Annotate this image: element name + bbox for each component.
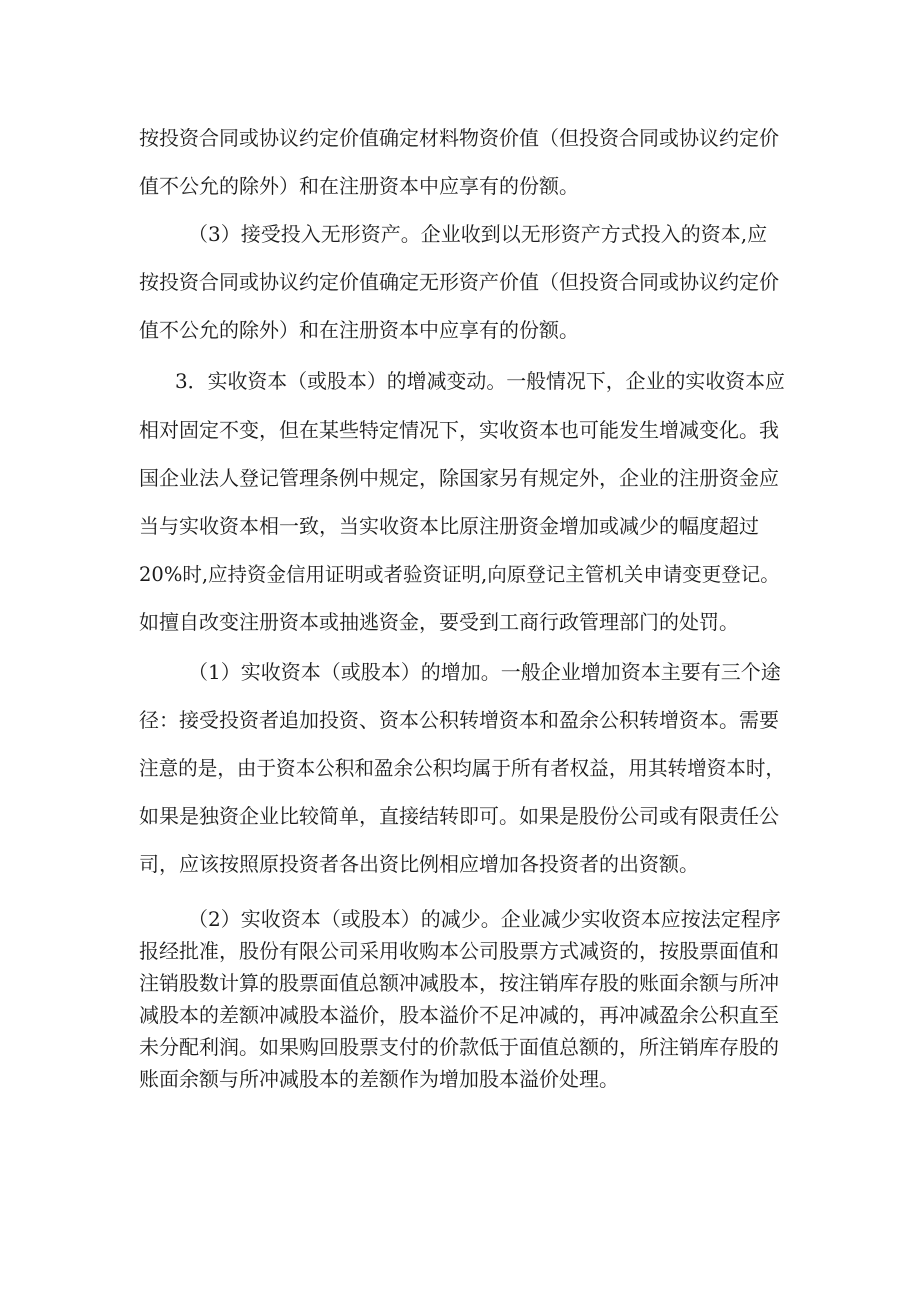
document-page: 按投资合同或协议约定价值确定材料物资价值（但投资合同或协议约定价 值不公允的除外）和在注册资本中应享有的份额。 （3）接受投入无形资产。企业收到以无形资产方式投入的资本,应 按投资合同或协议约定价值确定无形资产价值（但投资合同或协议约定价 值不公允的除外）和在注册资本中应享有的份额。 3．实收资本（或股本）的增减变动。一般情况下，企业的实收资本应 相对固定不变，但在某些特定情况下，实收资本也可能发生增减变化。我 国企业法人登记管理条例中规定，除国家另有规定外，企业的注册资金应 当与实收资本相一致，当实收资本比原注册资金增加或减少的幅度超过 20%时,应持资金信用证明或者验资证明,向原登记主管机关申请变更登记。 如擅自改变注册资本或抽逃资金，要受到工商行政管理部门的处罚。 （1）实收资本（或股本）的增加。一般企业增加资本主要有三个途 径：接受投资者追加投资、资本公积转增资本和盈余公积转增资本。需要 注意的是，由于资本公积和盈余公积均属于所有者权益，用其转增资本时， 如果是独资企业比较简单，直接结转即可。如果是股份公司或有限责任公 司，应该按照原投资者各出资比例相应增加各投资者的出资额。 （2）实收资本（或股本）的减少。企业减少实收资本应按法定程序 报经批准，股份有限公司采用收购本公司股票方式减资的，按股票面值和 注销股数计算的股票面值总额冲减股本，按注销库存股的账面余额与所冲 减股本的差额冲减股本溢价，股本溢价不足冲减的，再冲减盈余公积直至 未分配利润。如果购回股票支付的价款低于面值总额的，所注销库存股的 账面余额与所冲减股本的差额作为增加股本溢价处理。 [139, 126, 786, 1091]
